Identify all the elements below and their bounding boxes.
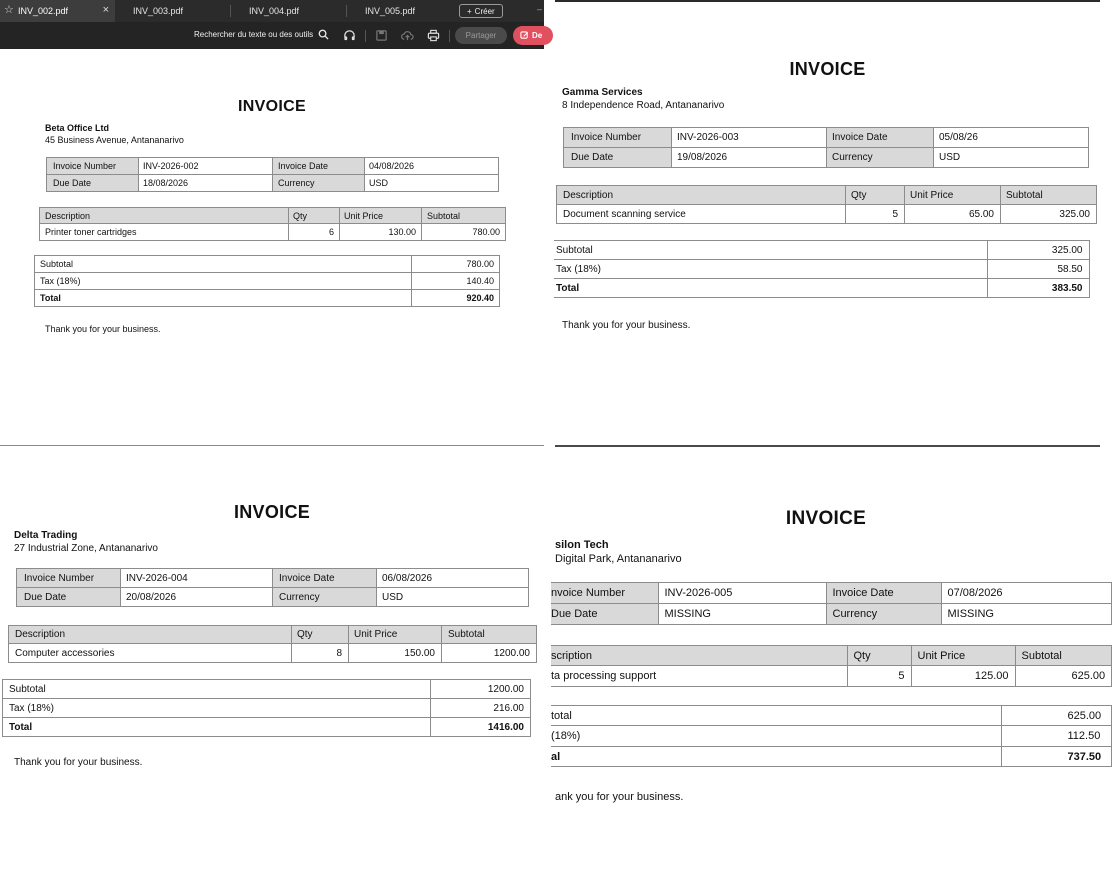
- currency-label: Currency: [273, 175, 365, 192]
- search-tools-button[interactable]: [194, 29, 329, 40]
- invoice-page-inv-004: [0, 447, 544, 880]
- tab-inv-002[interactable]: [0, 0, 115, 22]
- qty-header: Qty: [292, 626, 349, 644]
- print-icon[interactable]: [427, 29, 440, 42]
- tab-label: INV_004.pdf: [249, 6, 300, 16]
- item-qty: 5: [846, 205, 905, 224]
- due-date-label: Due Date: [17, 588, 121, 607]
- create-label: Créer: [474, 6, 495, 16]
- subtotal-label: Subtotal: [3, 680, 431, 699]
- red-action-button[interactable]: [513, 26, 553, 45]
- subtotal-label: total: [551, 706, 1001, 726]
- thank-you-note: ank you for your business.: [555, 791, 684, 803]
- invoice-title: INVOICE: [233, 502, 311, 522]
- unit-price-header: Unit Price: [905, 186, 1001, 205]
- invoice-date-value: 06/08/2026: [377, 569, 529, 588]
- subtotal-header: Subtotal: [442, 626, 537, 644]
- line-items-table: [39, 207, 506, 241]
- currency-label: Currency: [273, 588, 377, 607]
- line-items-table: [556, 185, 1097, 224]
- due-date-value: 18/08/2026: [139, 175, 273, 192]
- total-value: 920.40: [412, 290, 500, 307]
- item-subtotal: 325.00: [1001, 205, 1097, 224]
- line-items-table: [551, 645, 1112, 687]
- invoice-number-value: INV-2026-005: [658, 583, 826, 604]
- invoice-title: INVOICE: [789, 59, 866, 79]
- tax-label: (18%): [551, 726, 1001, 747]
- due-date-value: MISSING: [658, 604, 826, 625]
- invoice-page-inv-002: [0, 0, 544, 446]
- invoice-number-label: Invoice Number: [47, 158, 139, 175]
- tab-inv-004[interactable]: [231, 0, 346, 22]
- totals-table: [34, 255, 500, 307]
- total-value: 1416.00: [431, 718, 531, 737]
- invoice-number-value: INV-2026-003: [672, 128, 827, 148]
- tax-value: 140.40: [412, 273, 500, 290]
- tax-value: 112.50: [1001, 726, 1111, 747]
- qty-header: Qty: [289, 208, 340, 224]
- unit-price-header: Unit Price: [340, 208, 422, 224]
- unit-price-header: Unit Price: [911, 646, 1015, 666]
- total-value: 383.50: [987, 279, 1089, 298]
- invoice-page-inv-005: [551, 447, 1106, 880]
- invoice-page-inv-003: [555, 0, 1100, 447]
- close-icon[interactable]: ×: [102, 4, 109, 16]
- currency-label: Currency: [826, 604, 941, 625]
- invoice-date-label: Invoice Date: [826, 583, 941, 604]
- company-name: Beta Office Ltd: [45, 123, 110, 133]
- subtotal-value: 325.00: [987, 241, 1089, 260]
- tab-bar: [0, 0, 544, 22]
- currency-value: USD: [377, 588, 529, 607]
- due-date-label: Due Date: [564, 148, 672, 168]
- toolbar-divider: [365, 30, 366, 42]
- create-button[interactable]: [459, 4, 503, 18]
- totals-table: [551, 705, 1112, 767]
- currency-label: Currency: [827, 148, 934, 168]
- search-tools-label: Rechercher du texte ou des outils: [194, 30, 314, 39]
- headphones-icon[interactable]: [343, 29, 356, 42]
- subtotal-header: Subtotal: [1015, 646, 1111, 666]
- invoice-meta-table: [16, 568, 529, 607]
- page-separator: [0, 445, 544, 446]
- line-items-table: [8, 625, 537, 663]
- tax-label: Tax (18%): [35, 273, 412, 290]
- company-name: silon Tech: [555, 539, 609, 551]
- invoice-date-value: 04/08/2026: [365, 158, 499, 175]
- tab-overflow-icon[interactable]: –: [536, 4, 542, 14]
- item-description: ta processing support: [551, 666, 847, 687]
- due-date-label: Due Date: [551, 604, 658, 625]
- item-description: Printer toner cartridges: [40, 224, 289, 241]
- description-header: Description: [40, 208, 289, 224]
- table-row: [551, 666, 1111, 687]
- table-row: [9, 644, 537, 663]
- tax-value: 58.50: [987, 260, 1089, 279]
- page-separator: [555, 0, 1100, 2]
- tab-inv-005[interactable]: [347, 0, 457, 22]
- subtotal-label: Subtotal: [35, 256, 412, 273]
- toolbar-divider: [449, 30, 450, 42]
- red-button-label: De: [532, 31, 543, 40]
- currency-value: MISSING: [941, 604, 1111, 625]
- table-row: [557, 205, 1097, 224]
- invoice-date-value: 07/08/2026: [941, 583, 1111, 604]
- share-button[interactable]: [455, 27, 507, 44]
- total-label: Total: [35, 290, 412, 307]
- invoice-number-label: Invoice Number: [564, 128, 672, 148]
- subtotal-header: Subtotal: [1001, 186, 1097, 205]
- due-date-value: 19/08/2026: [672, 148, 827, 168]
- qty-header: Qty: [847, 646, 911, 666]
- tax-value: 216.00: [431, 699, 531, 718]
- thank-you-note: Thank you for your business.: [562, 320, 691, 331]
- item-description: Computer accessories: [9, 644, 292, 663]
- total-value: 737.50: [1001, 747, 1111, 767]
- unit-price-header: Unit Price: [349, 626, 442, 644]
- item-unit-price: 150.00: [349, 644, 442, 663]
- invoice-date-label: Invoice Date: [273, 569, 377, 588]
- item-subtotal: 780.00: [422, 224, 506, 241]
- company-name: Delta Trading: [14, 530, 78, 541]
- subtotal-value: 625.00: [1001, 706, 1111, 726]
- currency-value: USD: [934, 148, 1089, 168]
- item-qty: 5: [847, 666, 911, 687]
- company-address: 27 Industrial Zone, Antananarivo: [14, 543, 158, 554]
- tab-label: INV_005.pdf: [365, 6, 416, 16]
- company-address: Digital Park, Antananarivo: [555, 553, 682, 565]
- company-name: Gamma Services: [562, 87, 643, 98]
- edit-icon: [520, 31, 529, 40]
- subtotal-label: Subtotal: [554, 241, 987, 260]
- description-header: Description: [557, 186, 846, 205]
- invoice-date-label: Invoice Date: [827, 128, 934, 148]
- subtotal-header: Subtotal: [422, 208, 506, 224]
- item-description: Document scanning service: [557, 205, 846, 224]
- due-date-value: 20/08/2026: [121, 588, 273, 607]
- description-header: scription: [551, 646, 847, 666]
- tax-label: Tax (18%): [3, 699, 431, 718]
- invoice-number-value: INV-2026-004: [121, 569, 273, 588]
- plus-icon: +: [467, 6, 472, 16]
- share-label: Partager: [465, 31, 497, 40]
- invoice-title: INVOICE: [785, 508, 867, 529]
- star-icon[interactable]: ☆: [4, 4, 14, 16]
- invoice-title: INVOICE: [238, 98, 306, 115]
- item-subtotal: 1200.00: [442, 644, 537, 663]
- cloud-upload-icon[interactable]: [401, 29, 414, 42]
- item-qty: 6: [289, 224, 340, 241]
- currency-value: USD: [365, 175, 499, 192]
- tax-label: Tax (18%): [554, 260, 987, 279]
- tab-label: INV_002.pdf: [18, 6, 69, 16]
- invoice-meta-table: [46, 157, 499, 192]
- toolbar: [0, 22, 544, 49]
- thank-you-note: Thank you for your business.: [14, 757, 143, 768]
- table-row: [40, 224, 506, 241]
- search-icon: [318, 29, 329, 40]
- total-label: Total: [3, 718, 431, 737]
- tab-inv-003[interactable]: [115, 0, 230, 22]
- subtotal-value: 1200.00: [431, 680, 531, 699]
- invoice-date-value: 05/08/26: [934, 128, 1089, 148]
- due-date-label: Due Date: [47, 175, 139, 192]
- thank-you-note: Thank you for your business.: [45, 324, 161, 334]
- invoice-meta-table: [563, 127, 1089, 168]
- company-address: 8 Independence Road, Antananarivo: [562, 100, 725, 111]
- save-icon[interactable]: [375, 29, 388, 42]
- item-unit-price: 130.00: [340, 224, 422, 241]
- totals-table: [554, 240, 1090, 298]
- item-qty: 8: [292, 644, 349, 663]
- company-address: 45 Business Avenue, Antananarivo: [45, 135, 184, 145]
- invoice-number-value: INV-2026-002: [139, 158, 273, 175]
- item-subtotal: 625.00: [1015, 666, 1111, 687]
- tab-label: INV_003.pdf: [133, 6, 184, 16]
- qty-header: Qty: [846, 186, 905, 205]
- total-label: Total: [554, 279, 987, 298]
- invoice-number-label: nvoice Number: [551, 583, 658, 604]
- totals-table: [2, 679, 531, 737]
- item-unit-price: 125.00: [911, 666, 1015, 687]
- total-label: al: [551, 747, 1001, 767]
- subtotal-value: 780.00: [412, 256, 500, 273]
- invoice-date-label: Invoice Date: [273, 158, 365, 175]
- invoice-number-label: Invoice Number: [17, 569, 121, 588]
- invoice-meta-table: [551, 582, 1112, 625]
- description-header: Description: [9, 626, 292, 644]
- item-unit-price: 65.00: [905, 205, 1001, 224]
